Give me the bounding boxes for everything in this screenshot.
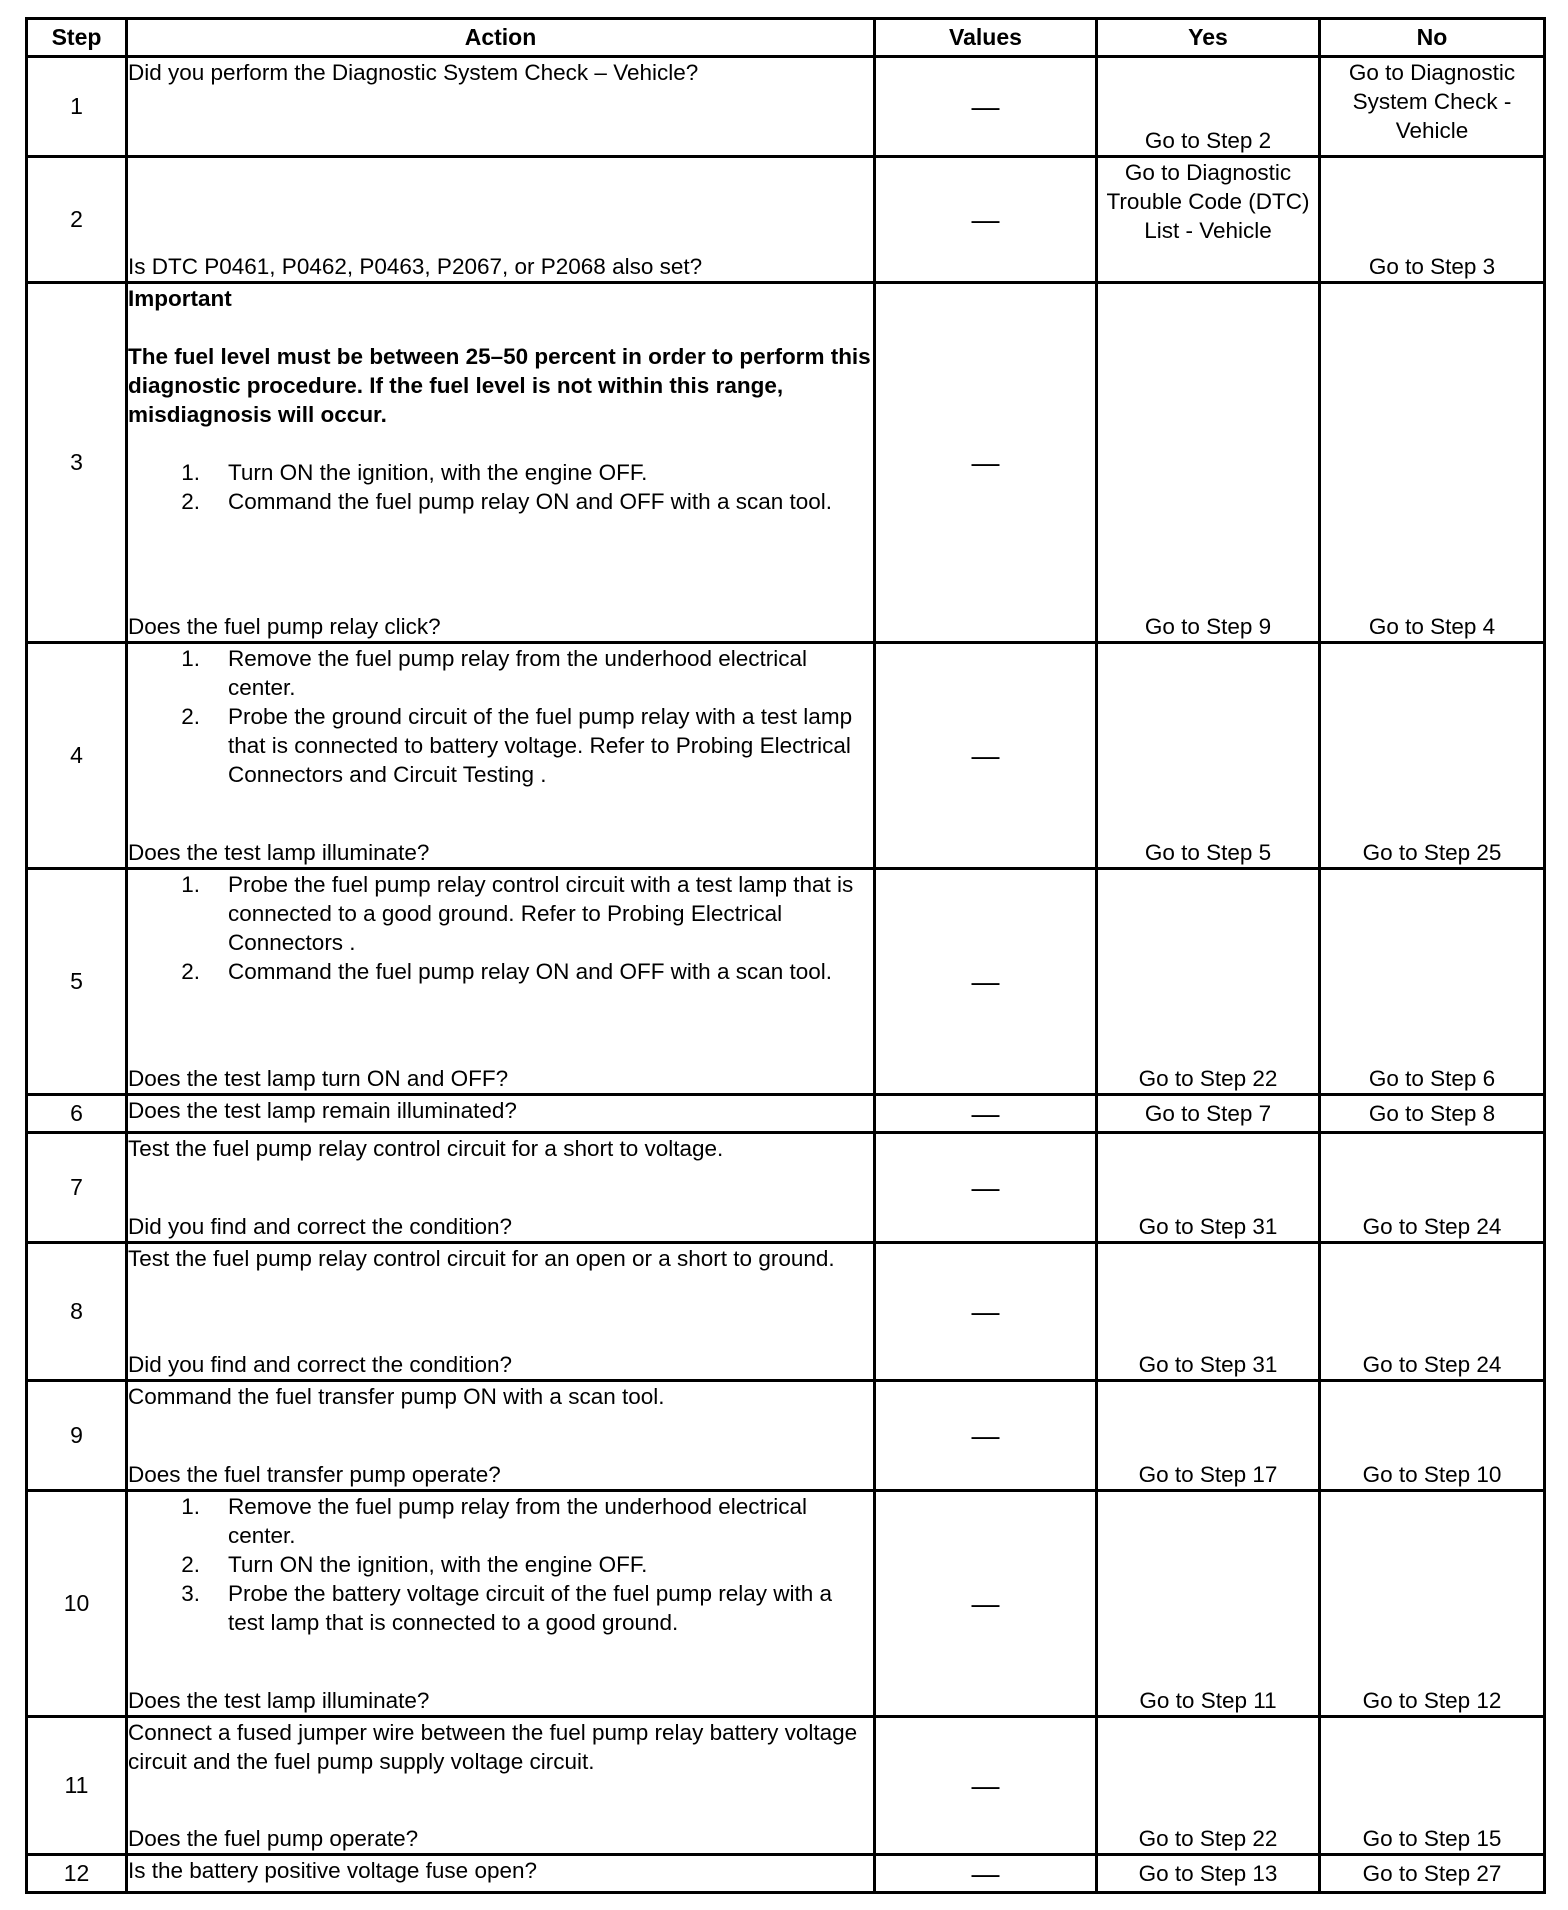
values-cell: —: [875, 57, 1097, 157]
action-text: Is the battery positive voltage fuse open?: [128, 1858, 538, 1883]
action-content: [128, 158, 873, 281]
table-row: [27, 1491, 1545, 1717]
step-number: 1: [27, 57, 127, 157]
action-content: [128, 1492, 873, 1715]
yes-action: Go to Step 13: [1097, 1855, 1320, 1893]
important-text: The fuel level must be between 25–50 percent in order to perform this diagnostic procedure. If the fuel level is not within this range, misdiagnosis will occur.: [128, 344, 871, 427]
table-row: [27, 1095, 1545, 1133]
step-number: 10: [27, 1491, 127, 1717]
step-number: 8: [27, 1243, 127, 1381]
list-item-number: 1.: [181, 872, 200, 897]
header-step: Step: [27, 19, 127, 57]
table-row: [27, 57, 1545, 157]
action-cell: [127, 643, 875, 869]
table-row: [27, 1133, 1545, 1243]
list-item: [128, 957, 873, 986]
action-question: Does the fuel pump operate?: [128, 1826, 419, 1851]
action-question: Does the fuel transfer pump operate?: [128, 1462, 501, 1487]
no-action: Go to Step 12: [1320, 1491, 1545, 1717]
list-item: [128, 458, 873, 487]
action-text: Does the test lamp remain illuminated?: [128, 1098, 517, 1123]
values-cell: —: [875, 1133, 1097, 1243]
list-item-text: Turn ON the ignition, with the engine OFF.: [228, 1552, 648, 1577]
no-action: Go to Step 27: [1320, 1855, 1545, 1893]
yes-action: Go to Step 22: [1097, 1717, 1320, 1855]
list-item-text: Command the fuel pump relay ON and OFF with a scan tool.: [228, 959, 833, 984]
action-text: Connect a fused jumper wire between the fuel pump relay battery voltage circuit and the fuel pump supply voltage circuit.: [128, 1720, 858, 1774]
list-item-number: 2.: [181, 1552, 200, 1577]
action-question: Does the test lamp illuminate?: [128, 1688, 430, 1713]
table-row: [27, 1717, 1545, 1855]
action-content: [128, 1096, 873, 1131]
list-item-text: Command the fuel pump relay ON and OFF with a scan tool.: [228, 489, 833, 514]
yes-action: Go to Step 31: [1097, 1133, 1320, 1243]
action-question: Does the fuel pump relay click?: [128, 614, 441, 639]
header-yes: Yes: [1097, 19, 1320, 57]
action-question: Does the test lamp illuminate?: [128, 840, 430, 865]
table-row: [27, 643, 1545, 869]
no-action: Go to Step 10: [1320, 1381, 1545, 1491]
header-values: Values: [875, 19, 1097, 57]
action-text: Command the fuel transfer pump ON with a scan tool.: [128, 1384, 665, 1409]
action-cell: [127, 1133, 875, 1243]
table-row: [27, 283, 1545, 643]
action-content: [128, 284, 873, 641]
list-item-number: 2.: [181, 959, 200, 984]
procedure-list: [128, 870, 873, 986]
table-row: [27, 1381, 1545, 1491]
step-number: 5: [27, 869, 127, 1095]
list-item: [128, 487, 873, 516]
procedure-list: [128, 458, 873, 516]
no-action: Go to Step 3: [1320, 157, 1545, 283]
action-content: [128, 58, 873, 155]
action-question: Did you find and correct the condition?: [128, 1214, 512, 1239]
list-item-number: 3.: [181, 1581, 200, 1606]
yes-action: Go to Step 5: [1097, 643, 1320, 869]
values-cell: —: [875, 283, 1097, 643]
action-text: Did you perform the Diagnostic System Check – Vehicle?: [128, 60, 699, 85]
table-row: [27, 157, 1545, 283]
action-content: [128, 1244, 873, 1379]
step-number: 2: [27, 157, 127, 283]
action-content: [128, 1134, 873, 1241]
values-cell: —: [875, 1095, 1097, 1133]
list-item: [128, 644, 873, 702]
table-row: [27, 1243, 1545, 1381]
list-item-text: Probe the battery voltage circuit of the fuel pump relay with a test lamp that is connected to a good ground.: [228, 1581, 833, 1635]
list-item-number: 1.: [181, 460, 200, 485]
values-cell: —: [875, 1381, 1097, 1491]
action-text: Test the fuel pump relay control circuit for an open or a short to ground.: [128, 1246, 835, 1271]
step-number: 7: [27, 1133, 127, 1243]
diagnostic-table: [25, 17, 1546, 1894]
no-action: Go to Step 6: [1320, 869, 1545, 1095]
step-number: 6: [27, 1095, 127, 1133]
step-number: 12: [27, 1855, 127, 1893]
list-item: [128, 1579, 873, 1637]
no-action: Go to Step 8: [1320, 1095, 1545, 1133]
action-cell: [127, 157, 875, 283]
action-question: Is DTC P0461, P0462, P0463, P2067, or P2068 also set?: [128, 254, 703, 279]
no-action: Go to Step 24: [1320, 1243, 1545, 1381]
action-content: [128, 1718, 873, 1853]
action-cell: [127, 1491, 875, 1717]
action-content: [128, 1382, 873, 1489]
list-item-number: 1.: [181, 1494, 200, 1519]
values-cell: —: [875, 157, 1097, 283]
list-item-text: Turn ON the ignition, with the engine OFF.: [228, 460, 648, 485]
list-item-text: Remove the fuel pump relay from the underhood electrical center.: [228, 646, 808, 700]
list-item: [128, 870, 873, 957]
procedure-list: [128, 644, 873, 789]
action-content: [128, 644, 873, 867]
action-cell: [127, 283, 875, 643]
list-item-text: Remove the fuel pump relay from the underhood electrical center.: [228, 1494, 808, 1548]
action-cell: [127, 1095, 875, 1133]
list-item: [128, 1550, 873, 1579]
values-cell: —: [875, 1491, 1097, 1717]
yes-action: Go to Step 7: [1097, 1095, 1320, 1133]
table-row: [27, 1855, 1545, 1893]
action-question: Did you find and correct the condition?: [128, 1352, 512, 1377]
action-cell: [127, 1717, 875, 1855]
procedure-list: [128, 1492, 873, 1637]
step-number: 9: [27, 1381, 127, 1491]
values-cell: —: [875, 1855, 1097, 1893]
list-item-text: Probe the ground circuit of the fuel pump relay with a test lamp that is connected to battery voltage. Refer to Probing Electrical Connectors and Circuit Testing .: [228, 704, 853, 787]
yes-action: Go to Step 2: [1097, 57, 1320, 157]
table-row: [27, 869, 1545, 1095]
list-item: [128, 1492, 873, 1550]
yes-action: Go to Diagnostic Trouble Code (DTC) List - Vehicle: [1097, 157, 1320, 283]
no-action: Go to Step 25: [1320, 643, 1545, 869]
action-cell: [127, 57, 875, 157]
list-item-number: 2.: [181, 489, 200, 514]
action-question: Does the test lamp turn ON and OFF?: [128, 1066, 509, 1091]
yes-action: Go to Step 11: [1097, 1491, 1320, 1717]
step-number: 11: [27, 1717, 127, 1855]
step-number: 4: [27, 643, 127, 869]
yes-action: Go to Step 22: [1097, 869, 1320, 1095]
no-action: Go to Step 15: [1320, 1717, 1545, 1855]
action-cell: [127, 1243, 875, 1381]
action-content: [128, 870, 873, 1093]
values-cell: —: [875, 1243, 1097, 1381]
yes-action: Go to Step 9: [1097, 283, 1320, 643]
no-action: Go to Step 24: [1320, 1133, 1545, 1243]
header-row: [27, 19, 1545, 57]
no-action: Go to Step 4: [1320, 283, 1545, 643]
action-cell: [127, 869, 875, 1095]
list-item-text: Probe the fuel pump relay control circuit with a test lamp that is connected to a good ground. Refer to Probing Electrical Connectors .: [228, 872, 854, 955]
list-item-number: 2.: [181, 704, 200, 729]
yes-action: Go to Step 17: [1097, 1381, 1320, 1491]
header-action: Action: [127, 19, 875, 57]
list-item-number: 1.: [181, 646, 200, 671]
action-cell: [127, 1855, 875, 1893]
list-item: [128, 702, 873, 789]
values-cell: —: [875, 1717, 1097, 1855]
action-cell: [127, 1381, 875, 1491]
values-cell: —: [875, 869, 1097, 1095]
values-cell: —: [875, 643, 1097, 869]
header-no: No: [1320, 19, 1545, 57]
step-number: 3: [27, 283, 127, 643]
action-text: Test the fuel pump relay control circuit for a short to voltage.: [128, 1136, 724, 1161]
action-content: [128, 1856, 873, 1891]
yes-action: Go to Step 31: [1097, 1243, 1320, 1381]
no-action: Go to Diagnostic System Check - Vehicle: [1320, 57, 1545, 157]
important-title: Important: [128, 286, 232, 311]
